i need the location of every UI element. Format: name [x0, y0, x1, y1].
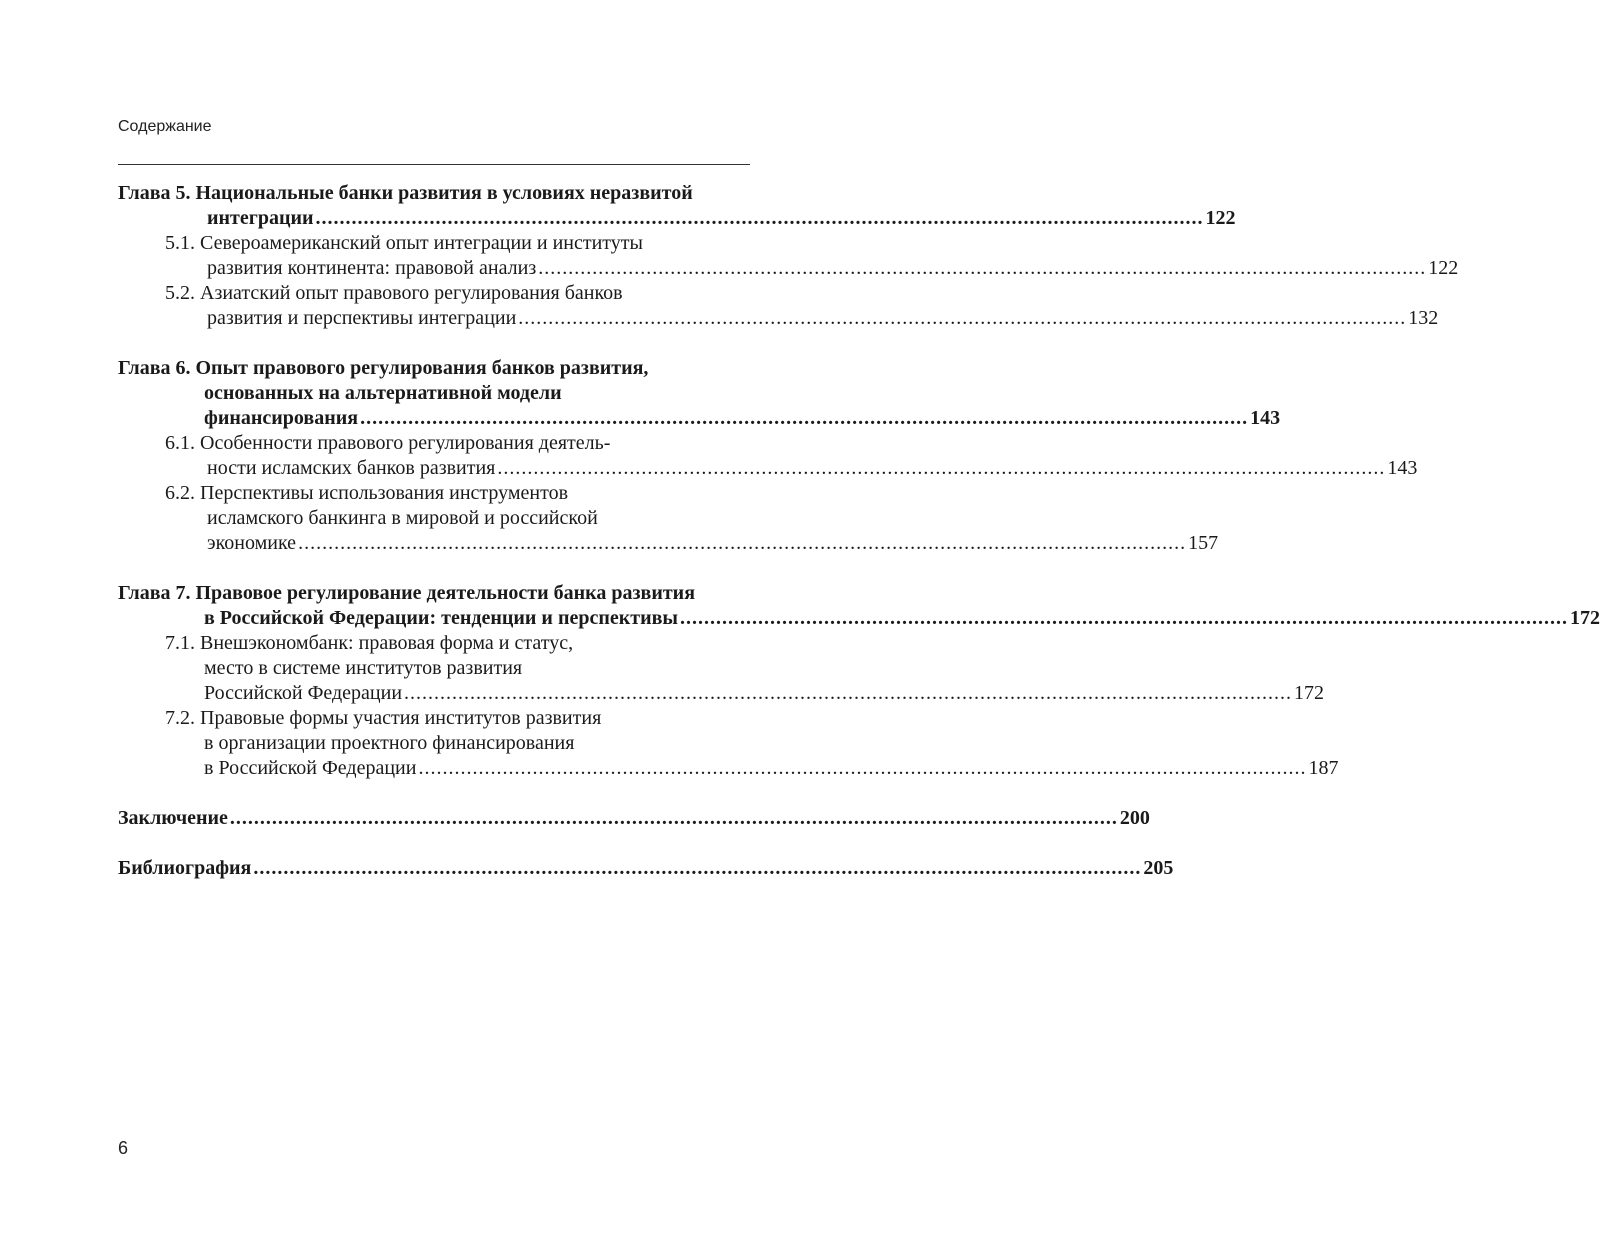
section-7-1-title-end: Российской Федерации	[204, 682, 403, 704]
toc-entry-conclusion[interactable]	[118, 806, 1150, 831]
toc-entry-section-5-1[interactable]	[118, 231, 1459, 281]
section-6-1-line-2	[118, 456, 1418, 481]
section-6-2-page: 157	[1188, 532, 1219, 554]
dot-leader: ....................................................................................................................................................	[404, 682, 1293, 704]
section-6-2-line-1: 6.2. Перспективы использования инструментов	[165, 482, 569, 504]
section-5-2-page: 132	[1408, 307, 1439, 329]
toc-entry-chapter-5[interactable]	[118, 181, 1236, 231]
chapter-7-title-line-2	[118, 606, 1600, 631]
section-7-2-line-1: 7.2. Правовые формы участия институтов развития	[165, 707, 602, 729]
bibliography-page: 205	[1143, 857, 1174, 879]
section-7-2-line-2: в организации проектного финансирования	[204, 732, 575, 754]
header-rule	[118, 164, 750, 165]
section-7-1-line-1: 7.1. Внешэкономбанк: правовая форма и статус,	[165, 632, 574, 654]
chapter-6-title-line-3	[118, 406, 1281, 431]
chapter-7-title-end: в Российской Федерации: тенденции и перспективы	[204, 607, 679, 629]
chapter-6-title-line-1: Глава 6. Опыт правового регулирования банков развития,	[118, 357, 649, 379]
chapter-6-page: 143	[1250, 407, 1281, 429]
chapter-5-title-line-1: Глава 5. Национальные банки развития в условиях неразвитой	[118, 182, 693, 204]
toc-entry-section-5-2[interactable]	[118, 281, 1439, 331]
dot-leader: ....................................................................................................................................................	[315, 207, 1204, 229]
toc-entry-chapter-6[interactable]	[118, 356, 1281, 431]
section-6-2-title-end: экономике	[207, 532, 297, 554]
section-6-2-line-3	[118, 531, 1219, 556]
toc-entry-section-7-2[interactable]	[118, 706, 1339, 781]
conclusion-label: Заключение	[118, 807, 228, 829]
toc-entry-section-6-1[interactable]	[118, 431, 1418, 481]
chapter-7-title-line-1: Глава 7. Правовое регулирование деятельности банка развития	[118, 582, 696, 604]
page-number: 6	[118, 1138, 129, 1158]
toc-entry-section-7-1[interactable]	[118, 631, 1325, 706]
bibliography-label: Библиография	[118, 857, 252, 879]
section-6-1-line-1: 6.1. Особенности правового регулирования деятель-	[165, 432, 611, 454]
dot-leader: ....................................................................................................................................................	[298, 532, 1187, 554]
running-header: Содержание	[118, 118, 212, 135]
chapter-6-title-line-2: основанных на альтернативной модели	[204, 382, 562, 404]
dot-leader: ....................................................................................................................................................	[497, 457, 1386, 479]
section-7-1-page: 172	[1294, 682, 1325, 704]
section-7-1-line-2: место в системе институтов развития	[204, 657, 523, 679]
dot-leader: ....................................................................................................................................................	[518, 307, 1407, 329]
section-5-2-line-2	[118, 306, 1439, 331]
section-5-2-line-1: 5.2. Азиатский опыт правового регулирования банков	[165, 282, 623, 304]
chapter-6-title-end: финансирования	[204, 407, 359, 429]
dot-leader: ....................................................................................................................................................	[229, 807, 1118, 829]
chapter-5-page: 122	[1205, 207, 1236, 229]
toc-entry-bibliography[interactable]	[118, 856, 1174, 881]
section-5-1-line-1: 5.1. Североамериканский опыт интеграции и институты	[165, 232, 643, 254]
section-7-2-title-end: в Российской Федерации	[204, 757, 417, 779]
chapter-7-page: 172	[1570, 607, 1600, 629]
toc-entry-chapter-7[interactable]	[118, 581, 1600, 631]
section-7-2-line-3	[118, 756, 1339, 781]
dot-leader: ....................................................................................................................................................	[418, 757, 1307, 779]
section-7-1-line-3	[118, 681, 1325, 706]
table-of-contents	[118, 181, 1600, 881]
conclusion-page: 200	[1119, 807, 1150, 829]
section-5-2-title-end: развития и перспективы интеграции	[207, 307, 517, 329]
section-6-2-line-2: исламского банкинга в мировой и российской	[207, 507, 598, 529]
section-6-1-page: 143	[1387, 457, 1418, 479]
dot-leader: ....................................................................................................................................................	[360, 407, 1249, 429]
section-5-1-line-2	[118, 256, 1459, 281]
section-5-1-title-end: развития континента: правовой анализ	[207, 257, 537, 279]
chapter-5-title-end: интеграции	[207, 207, 314, 229]
section-7-2-page: 187	[1308, 757, 1339, 779]
section-6-1-title-end: ности исламских банков развития	[207, 457, 496, 479]
section-5-1-page: 122	[1428, 257, 1459, 279]
chapter-5-title-line-2	[118, 206, 1236, 231]
dot-leader: ....................................................................................................................................................	[680, 607, 1569, 629]
dot-leader: ....................................................................................................................................................	[253, 857, 1142, 879]
toc-entry-section-6-2[interactable]	[118, 481, 1219, 556]
dot-leader: ....................................................................................................................................................	[538, 257, 1427, 279]
